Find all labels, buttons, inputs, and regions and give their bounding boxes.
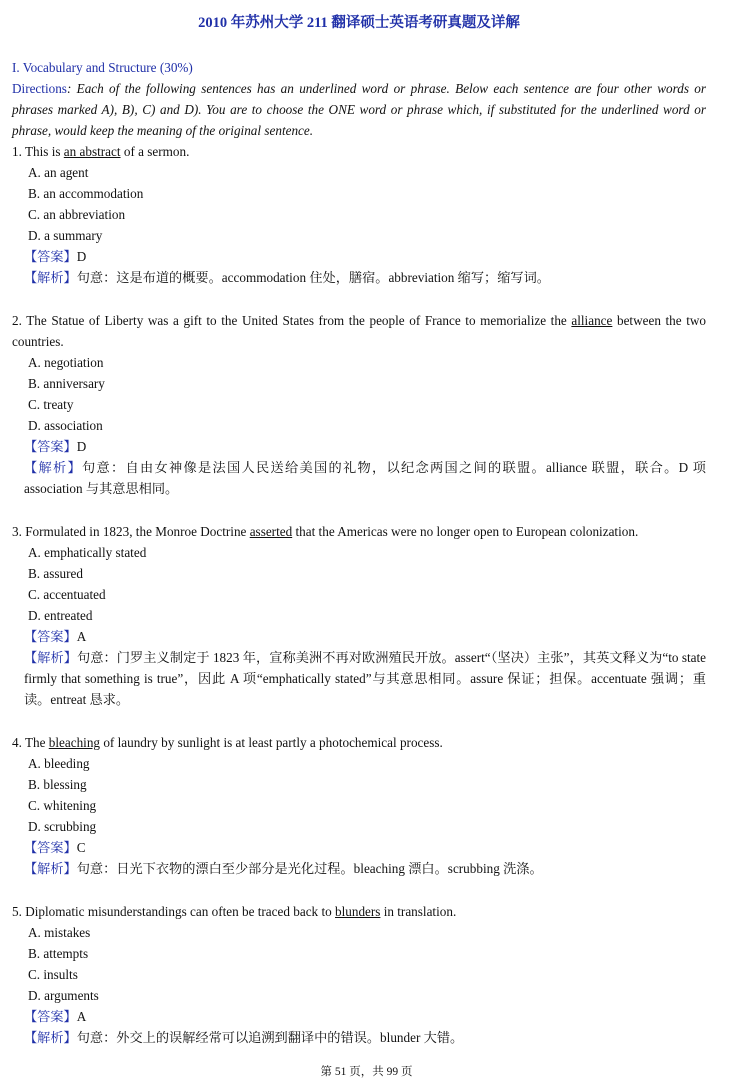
question-text-pre: 2. The Statue of Liberty was a gift to the United States from the people of France to memorialize the	[12, 313, 572, 328]
explanation-text: 句意：日光下衣物的漂白至少部分是光化过程。bleaching 漂白。scrubbing 洗涤。	[76, 861, 543, 876]
answer-label: 【答案】	[24, 840, 77, 855]
answer-option: C. an abbreviation	[28, 207, 126, 222]
question-item	[12, 732, 706, 879]
underlined-phrase: bleaching	[48, 735, 101, 750]
explanation	[12, 858, 706, 879]
question-text-post: of a sermon.	[120, 144, 190, 159]
explanation-text: 句意：外交上的误解经常可以追溯到翻译中的错误。blunder 大错。	[76, 1030, 464, 1045]
explanation-text: 句意：门罗主义制定于 1823 年，宣称美洲不再对欧洲殖民开放。assert“（坚决）主张”，其英文释义为“to state firmly that something is true”，因此 A 项“emphatically stated”与其意思相同。assure 保证；担保。accentuate 强调；重读。entreat 恳求。	[24, 650, 707, 707]
document-page	[12, 0, 706, 1048]
question-text	[12, 310, 706, 352]
question-text-post: in translation.	[380, 904, 457, 919]
page-footer: 第 51 页，共 99 页	[320, 1066, 413, 1078]
question-list	[12, 141, 706, 1048]
question-text-pre: 4. The	[12, 735, 49, 750]
explanation-label: 【解析】	[24, 460, 83, 475]
answer-option: C. accentuated	[28, 587, 106, 602]
question-spacer	[12, 710, 706, 732]
answer-option: D. a summary	[28, 228, 103, 243]
answer-value: D	[76, 439, 87, 454]
answer-line	[12, 837, 706, 858]
answer-label: 【答案】	[24, 1009, 77, 1024]
answer-option: A. an agent	[28, 165, 89, 180]
directions	[12, 78, 706, 141]
question-spacer	[12, 288, 706, 310]
question-item	[12, 521, 706, 710]
question-text	[12, 521, 706, 542]
answer-value: D	[76, 249, 87, 264]
answer-option: D. entreated	[28, 608, 93, 623]
answer-option: B. blessing	[28, 777, 87, 792]
answer-option: A. bleeding	[28, 756, 90, 771]
explanation	[12, 647, 706, 710]
question-text-post: between the two countries.	[12, 313, 706, 349]
answer-line	[12, 246, 706, 267]
explanation-label: 【解析】	[24, 861, 77, 876]
question-text-post: of laundry by sunlight is at least partly a photochemical process.	[100, 735, 443, 750]
question-text-post: that the Americas were no longer open to European colonization.	[292, 524, 639, 539]
answer-option: B. assured	[28, 566, 83, 581]
question-spacer	[12, 499, 706, 521]
underlined-phrase: blunders	[335, 904, 381, 919]
underlined-phrase: an abstract	[63, 144, 121, 159]
answer-value: C	[76, 840, 86, 855]
section-title: I. Vocabulary and Structure (30%)	[12, 60, 193, 75]
answer-option: B. attempts	[28, 946, 89, 961]
answer-label: 【答案】	[24, 439, 77, 454]
question-spacer	[12, 879, 706, 901]
explanation-text: 句意：这是布道的概要。accommodation 住处，膳宿。abbreviation 缩写；缩写词。	[76, 270, 550, 285]
question-item	[12, 310, 706, 499]
answer-option: A. mistakes	[28, 925, 91, 940]
question-text-pre: 3. Formulated in 1823, the Monroe Doctrine	[12, 524, 250, 539]
explanation-label: 【解析】	[24, 1030, 77, 1045]
explanation-text: 句意：自由女神像是法国人民送给美国的礼物，以纪念两国之间的联盟。alliance 联盟，联合。D 项 association 与其意思相同。	[24, 460, 706, 496]
answer-line	[12, 626, 706, 647]
answer-option: D. arguments	[28, 988, 99, 1003]
explanation	[12, 457, 706, 499]
question-text	[12, 141, 706, 162]
answer-option: C. treaty	[28, 397, 74, 412]
directions-text: : Each of the following sentences has an underlined word or phrase. Below each sentence are four other words or phrases marked A), B), C) and D). You are to choose the ONE word or phrase which, if substituted for the underlined word or phrase, would keep the meaning of the original sentence.	[12, 81, 706, 138]
answer-option: C. insults	[28, 967, 78, 982]
document-title: 2010 年苏州大学 211 翻译硕士英语考研真题及详解	[198, 15, 520, 31]
explanation-label: 【解析】	[24, 270, 77, 285]
answer-option: D. association	[28, 418, 103, 433]
explanation-label: 【解析】	[24, 650, 78, 665]
answer-option: D. scrubbing	[28, 819, 97, 834]
underlined-phrase: alliance	[571, 313, 613, 328]
question-text-pre: 5. Diplomatic misunderstandings can often be traced back to	[12, 904, 335, 919]
answer-label: 【答案】	[24, 249, 77, 264]
underlined-phrase: asserted	[249, 524, 293, 539]
question-text-pre: 1. This is	[12, 144, 64, 159]
answer-value: A	[76, 629, 87, 644]
answer-option: A. emphatically stated	[28, 545, 147, 560]
explanation	[12, 1027, 706, 1048]
answer-line	[12, 436, 706, 457]
question-text	[12, 732, 706, 753]
answer-value: A	[76, 1009, 87, 1024]
answer-label: 【答案】	[24, 629, 77, 644]
answer-line	[12, 1006, 706, 1027]
explanation	[12, 267, 706, 288]
answer-option: A. negotiation	[28, 355, 104, 370]
question-item	[12, 141, 706, 288]
question-text	[12, 901, 706, 922]
answer-option: B. an accommodation	[28, 186, 144, 201]
directions-label: Directions	[12, 81, 67, 96]
question-item	[12, 901, 706, 1048]
answer-option: C. whitening	[28, 798, 97, 813]
answer-option: B. anniversary	[28, 376, 105, 391]
